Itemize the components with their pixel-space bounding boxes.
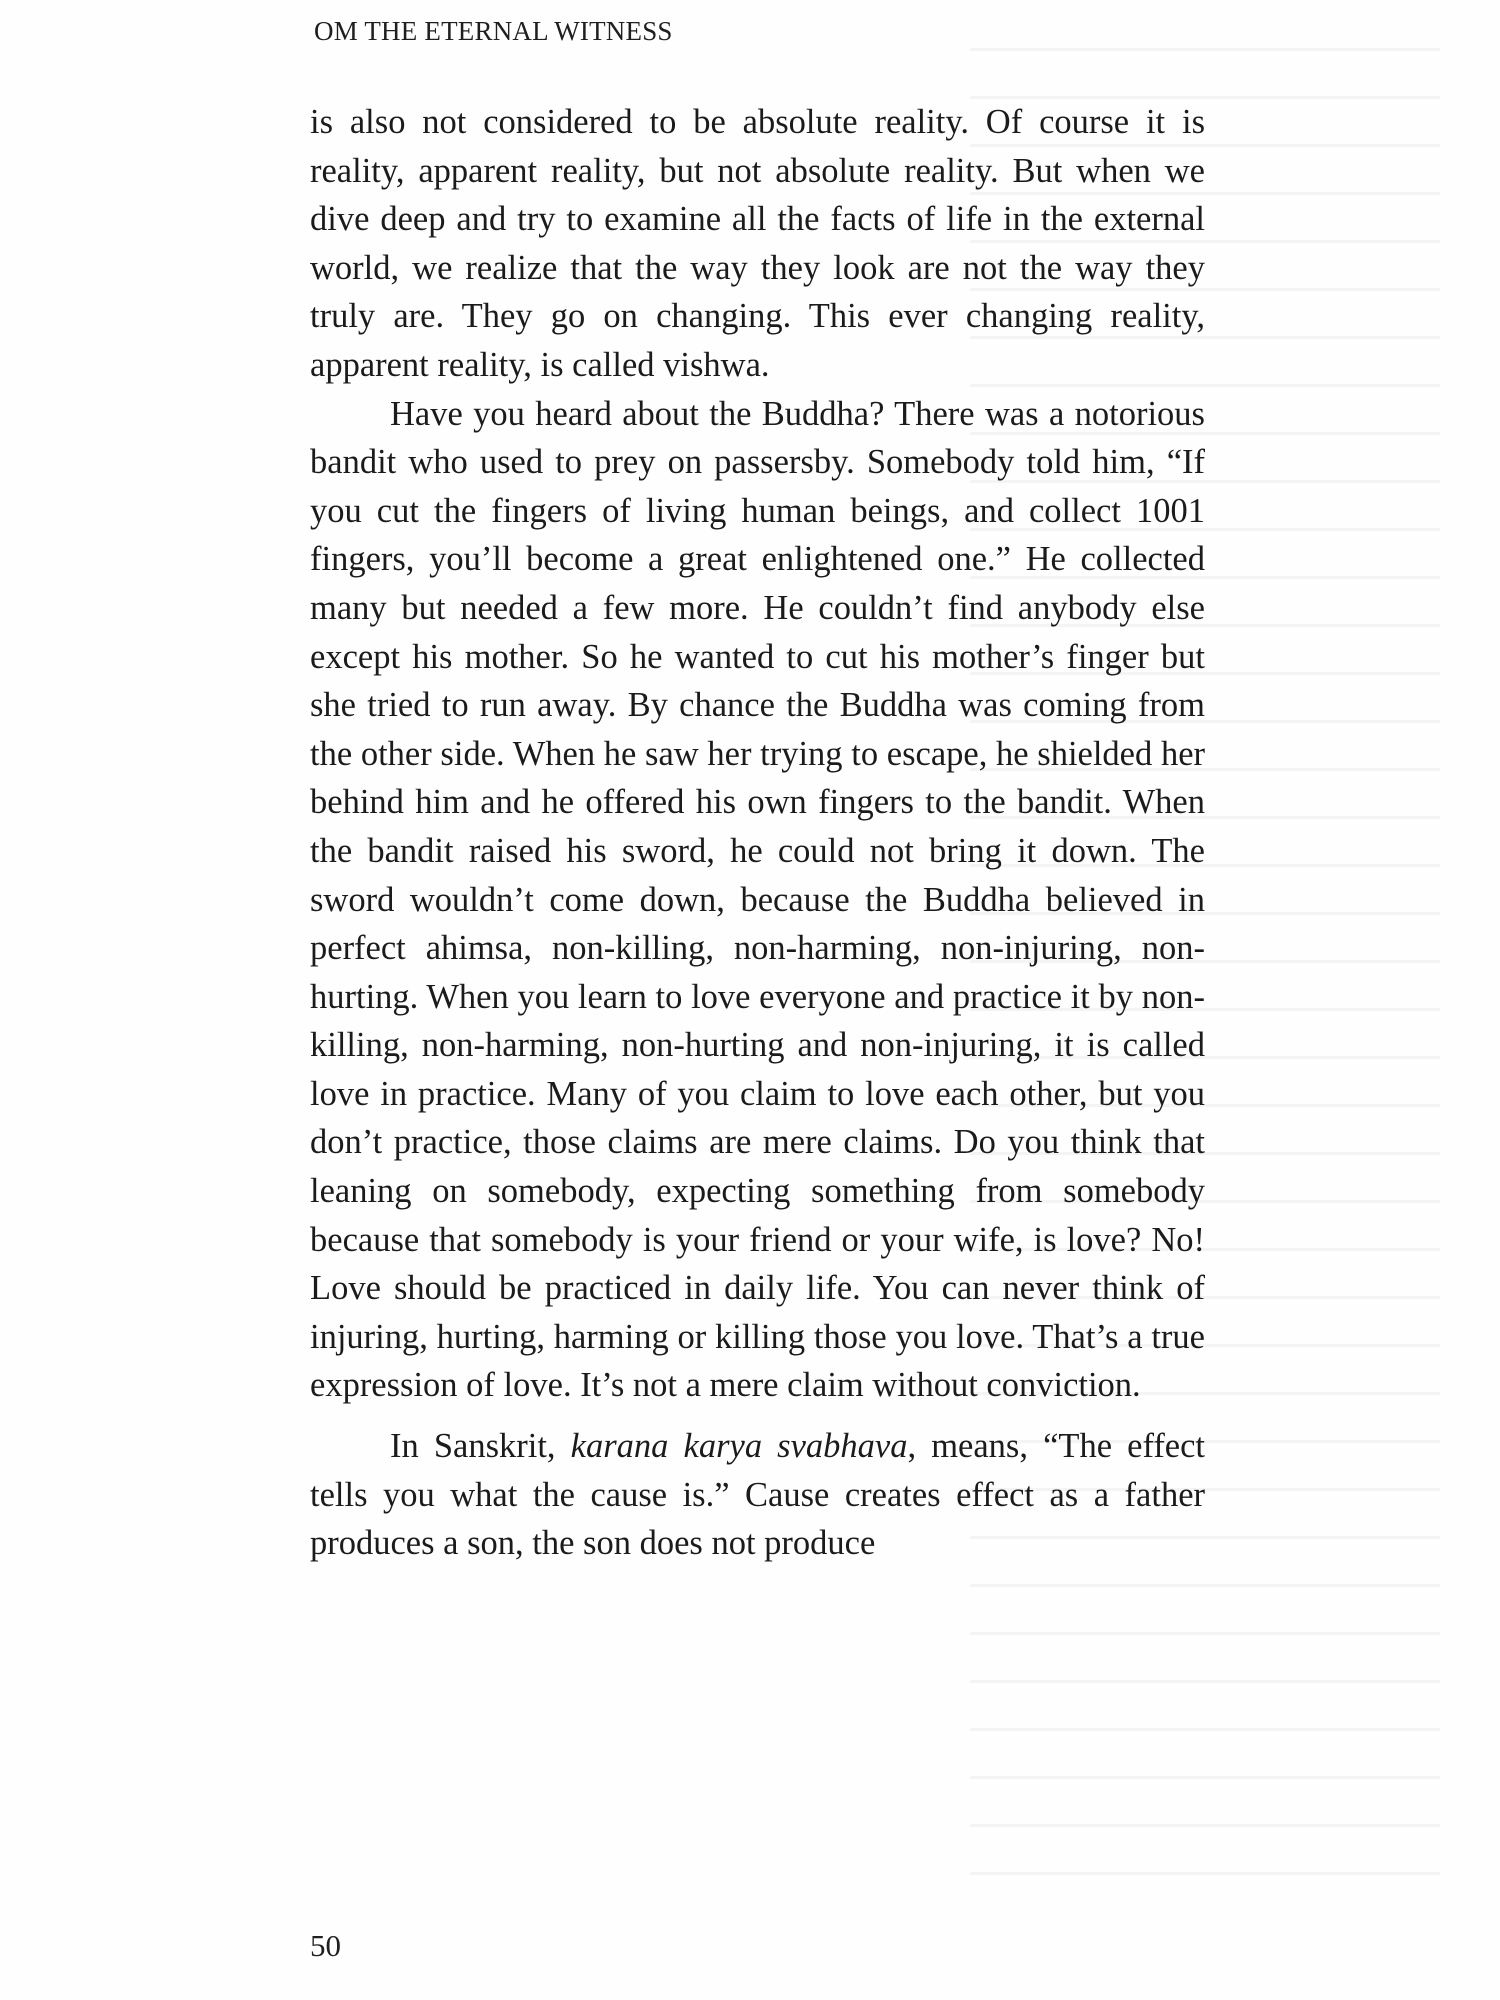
running-head: OM THE ETERNAL WITNESS [314,16,673,46]
sanskrit-term: karana karya svabhava [570,1427,908,1466]
paragraph-3 [310,1422,1205,1568]
body-text [310,98,1205,1568]
page-number: 50 [310,1928,341,1963]
paragraph-3-suffix: , means, “The effect tells you what the cause is.” Cause creates effect as a father produces a son, the son does not produce [310,1427,1206,1563]
paragraph-3-prefix: In Sanskrit, [390,1427,571,1466]
paragraph-2: Have you heard about the Buddha? There was a notorious bandit who used to prey on passersby. Somebody told him, “If you cut the fingers of living human beings, and collect 1001 fingers, you’ll become a great enlightened one.” He collected many but needed a few more. He couldn’t find anybody else except his mother. So he wanted to cut his mother’s finger but she tried to run away. By chance the Buddha was coming from the other side. When he saw her trying to escape, he shielded her behind him and he offered his own fingers to the bandit. When the bandit raised his sword, he could not bring it down. The sword wouldn’t come down, because the Buddha believed in perfect ahimsa, non-killing, non-harming, non-injuring, non-hurting. When you learn to love everyone and practice it by non-killing, non-harming, non-hurting and non-injuring, it is called love in practice. Many of you claim to love each other, but you don’t practice, those claims are mere claims. Do you think that leaning on somebody, expecting something from somebody because that somebody is your friend or your wife, is love? No! Love should be practiced in daily life. You can never think of injuring, hurting, harming or killing those you love. That’s a true expression of love. It’s not a mere claim without conviction. [310,394,1205,1405]
paragraph-1: is also not considered to be absolute reality. Of course it is reality, apparent reality, but not absolute reality. But when we dive deep and try to examine all the facts of life in the external world, we realize that the way they look are not the way they truly are. They go on changing. This ever changing reality, apparent reality, is called vishwa. [310,103,1205,384]
